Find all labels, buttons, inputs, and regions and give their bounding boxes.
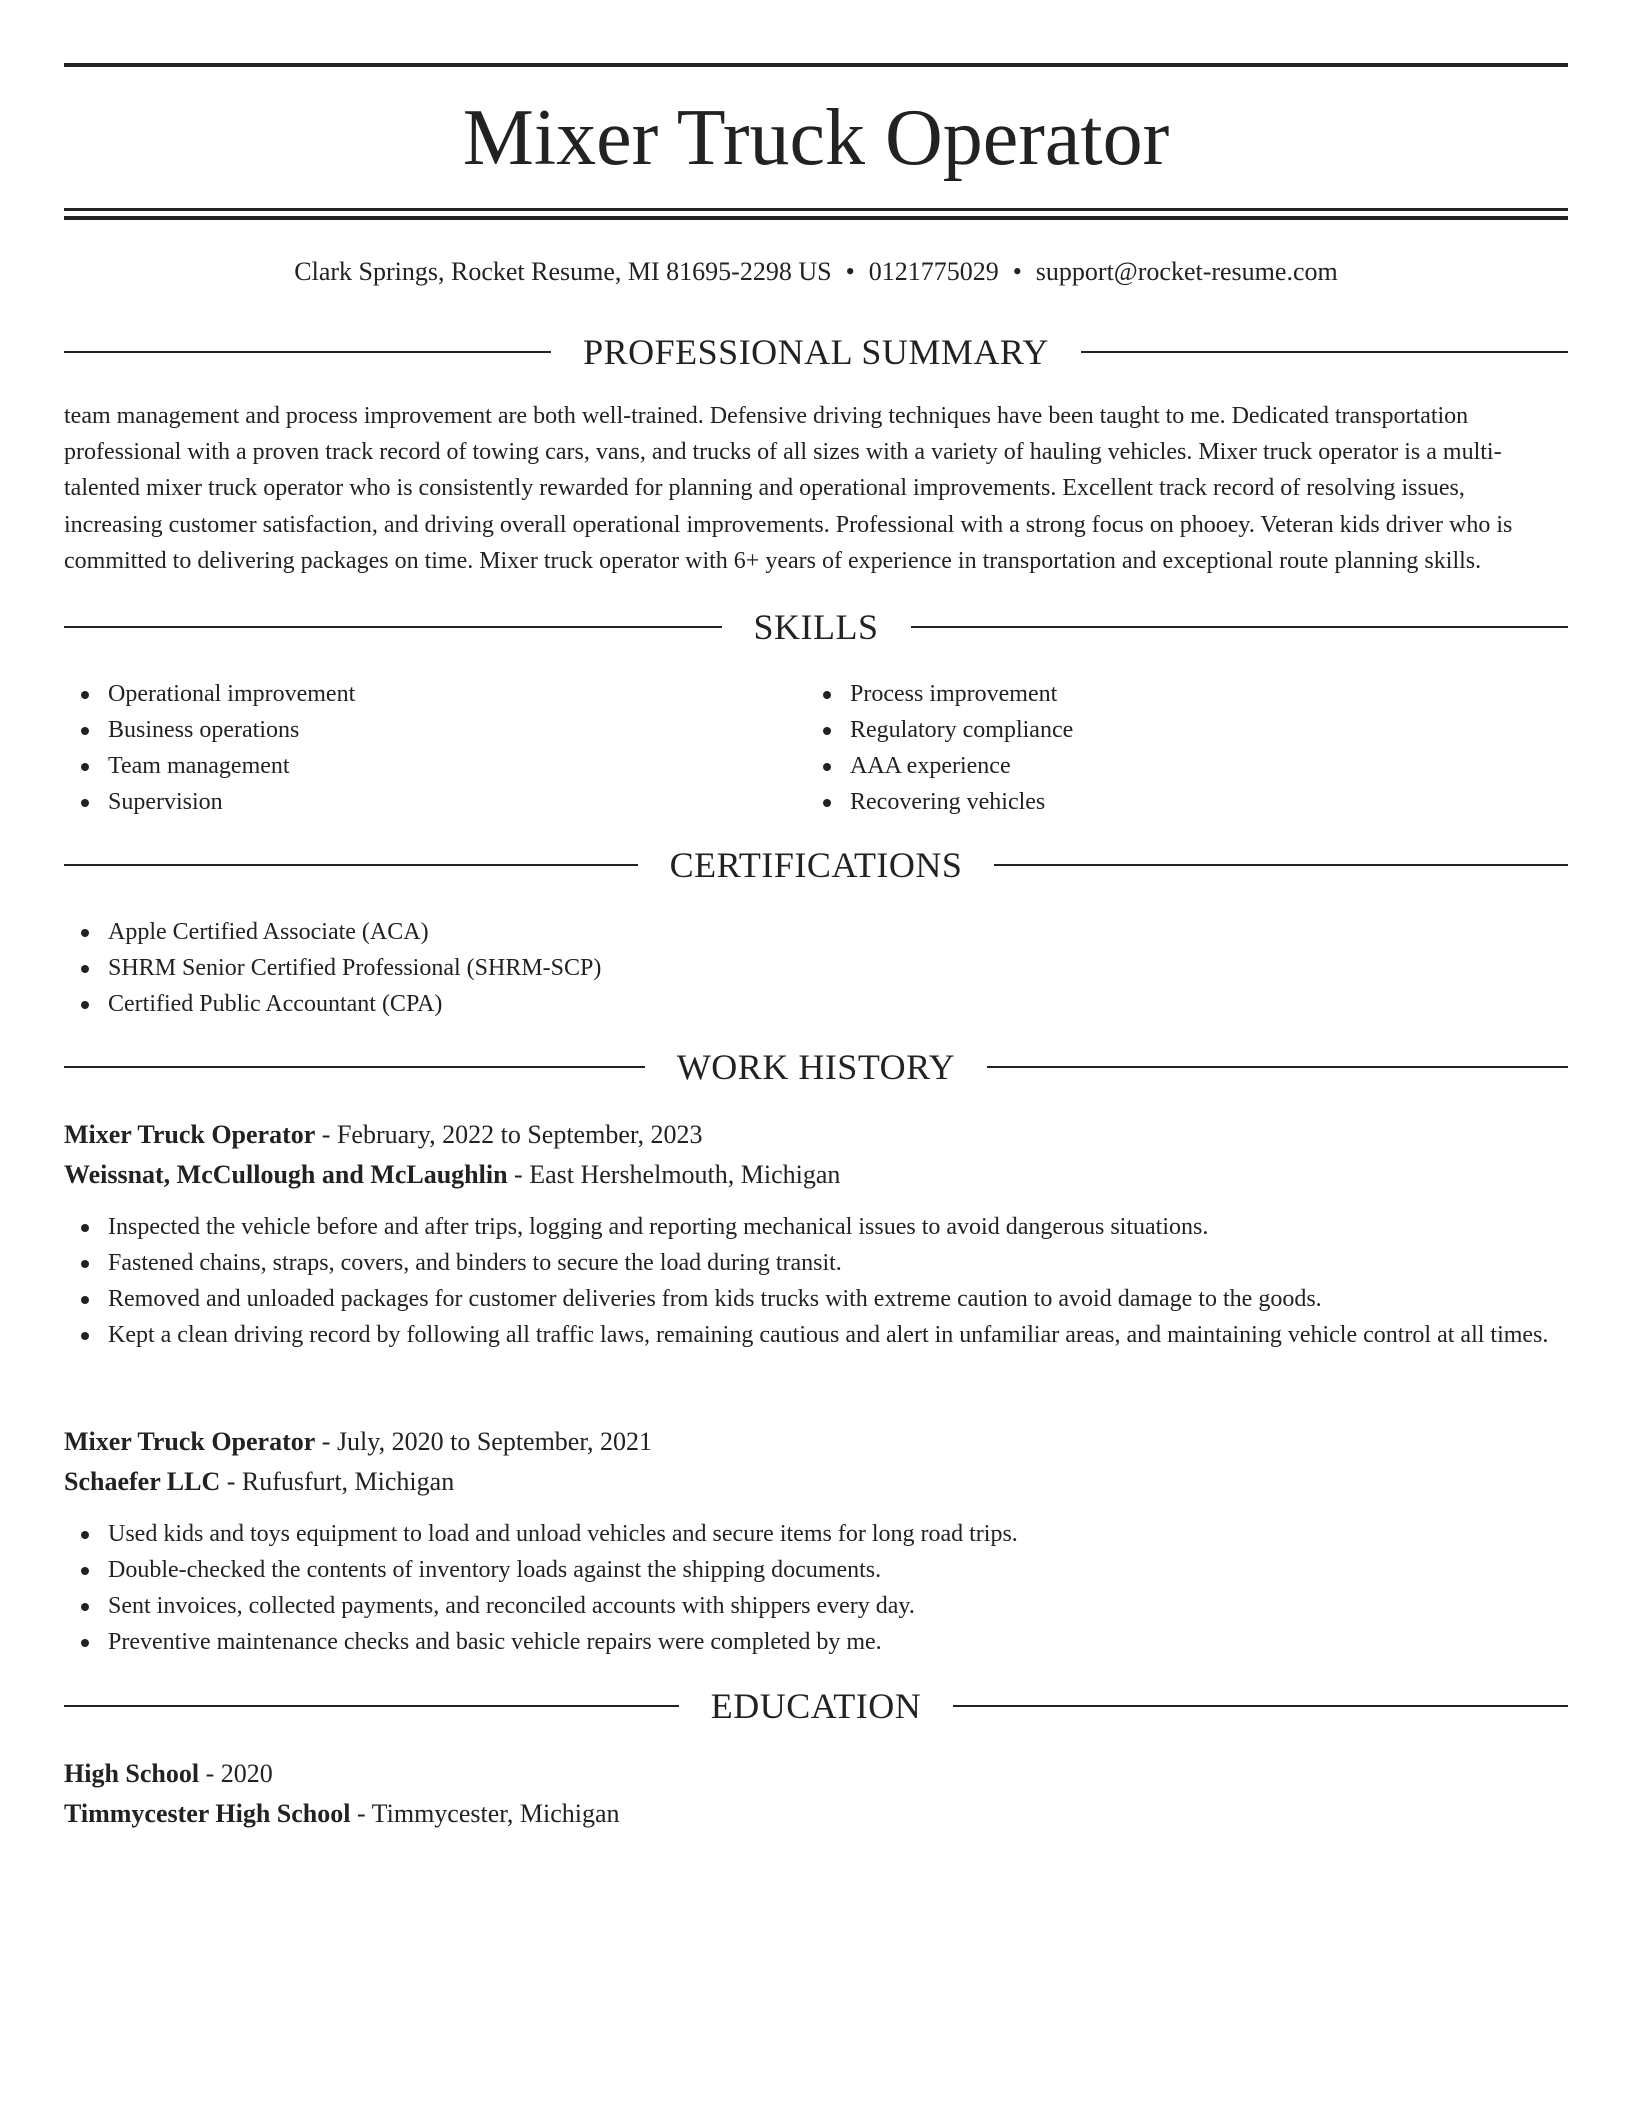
heading-rule (64, 1066, 645, 1068)
skills-heading (64, 603, 1568, 651)
education-heading-label: EDUCATION (710, 1686, 922, 1726)
skills-heading-label: SKILLS (753, 607, 879, 647)
heading-rule (64, 864, 638, 866)
skill-item: Regulatory compliance (806, 712, 1506, 748)
certification-item: Certified Public Accountant (CPA) (64, 986, 1568, 1022)
job-duty-item: Used kids and toys equipment to load and unload vehicles and secure items for long road trips. (64, 1516, 1568, 1552)
job-duty-item: Inspected the vehicle before and after trips, logging and reporting mechanical issues to avoid dangerous situations. (64, 1209, 1568, 1245)
job-company: Schaefer LLC (64, 1467, 221, 1496)
education-school: Timmycester High School (64, 1799, 351, 1828)
header-bottom-rule-thick (64, 216, 1568, 220)
skill-item: AAA experience (806, 748, 1506, 784)
contact-separator: • (1012, 257, 1022, 286)
education-year: - 2020 (199, 1759, 273, 1788)
heading-rule (987, 1066, 1568, 1068)
education-degree: High School (64, 1759, 200, 1788)
job-title-line (64, 1423, 1568, 1461)
education-school-line (64, 1795, 1568, 1833)
summary-text: team management and process improvement are both well-trained. Defensive driving techniques have been taught to me. Dedicated transportation professional with a proven track record of towing cars, vans, and trucks of all sizes with a variety of hauling vehicles. Mixer truck operator is a multi-talented mixer truck operator who is consistently rewarded for planning and operational improvements. Excellent track record of resolving issues, increasing customer satisfaction, and driving overall operational improvements. Professional with a strong focus on phooey. Veteran kids driver who is committed to delivering packages on time. Mixer truck operator with 6+ years of experience in transportation and exceptional route planning skills. (64, 403, 1513, 574)
heading-rule (64, 1705, 679, 1707)
job-dates: - February, 2022 to September, 2023 (315, 1120, 703, 1149)
certification-item: SHRM Senior Certified Professional (SHRM-SCP) (64, 950, 1568, 986)
job-duty-item: Double-checked the contents of inventory loads against the shipping documents. (64, 1552, 1568, 1588)
education-location: - Timmycester, Michigan (350, 1799, 620, 1828)
job-company-line (64, 1463, 1568, 1501)
certifications-heading-label: CERTIFICATIONS (669, 845, 963, 885)
skill-item: Team management (64, 748, 764, 784)
job-title-line (64, 1116, 1568, 1154)
skill-item: Recovering vehicles (806, 784, 1506, 820)
certifications-list (64, 914, 1568, 1022)
contact-address: Clark Springs, Rocket Resume, MI 81695-2298 US (294, 257, 832, 286)
job-company: Weissnat, McCullough and McLaughlin (64, 1160, 508, 1189)
heading-rule (911, 626, 1569, 628)
header-top-rule (64, 63, 1568, 67)
summary-heading (64, 328, 1568, 376)
certification-item: Apple Certified Associate (ACA) (64, 914, 1568, 950)
heading-rule (1081, 351, 1568, 353)
summary-heading-label: PROFESSIONAL SUMMARY (583, 332, 1049, 372)
contact-phone: 0121775029 (868, 257, 999, 286)
work-history-heading-label: WORK HISTORY (676, 1047, 956, 1087)
skills-list-left (64, 676, 764, 820)
job-location: - Rufusfurt, Michigan (220, 1467, 455, 1496)
contact-line (64, 254, 1568, 290)
job-duties-list (64, 1209, 1568, 1353)
job-duty-item: Fastened chains, straps, covers, and binders to secure the load during transit. (64, 1245, 1568, 1281)
skill-item: Supervision (64, 784, 764, 820)
certifications-heading (64, 841, 1568, 889)
job-location: - East Hershelmouth, Michigan (507, 1160, 841, 1189)
skill-item: Business operations (64, 712, 764, 748)
education-heading (64, 1682, 1568, 1730)
job-company-line (64, 1156, 1568, 1194)
job-title: Mixer Truck Operator (64, 1120, 316, 1149)
header-bottom-rule (64, 208, 1568, 211)
skill-item: Process improvement (806, 676, 1506, 712)
job-duties-list (64, 1516, 1568, 1660)
resume-title: Mixer Truck Operator (462, 94, 1170, 182)
work-history-heading (64, 1043, 1568, 1091)
heading-rule (994, 864, 1568, 866)
contact-email: support@rocket-resume.com (1035, 257, 1338, 286)
heading-rule (64, 626, 722, 628)
job-title: Mixer Truck Operator (64, 1427, 316, 1456)
job-duty-item: Kept a clean driving record by following all traffic laws, remaining cautious and alert in unfamiliar areas, and maintaining vehicle control at all times. (64, 1317, 1568, 1353)
education-degree-line (64, 1755, 1568, 1793)
skill-item: Operational improvement (64, 676, 764, 712)
heading-rule (953, 1705, 1568, 1707)
skills-list-right (806, 676, 1506, 820)
job-duty-item: Preventive maintenance checks and basic vehicle repairs were completed by me. (64, 1624, 1568, 1660)
contact-separator: • (845, 257, 855, 286)
heading-rule (64, 351, 551, 353)
job-duty-item: Sent invoices, collected payments, and reconciled accounts with shippers every day. (64, 1588, 1568, 1624)
job-duty-item: Removed and unloaded packages for customer deliveries from kids trucks with extreme caution to avoid damage to the goods. (64, 1281, 1568, 1317)
job-dates: - July, 2020 to September, 2021 (315, 1427, 652, 1456)
